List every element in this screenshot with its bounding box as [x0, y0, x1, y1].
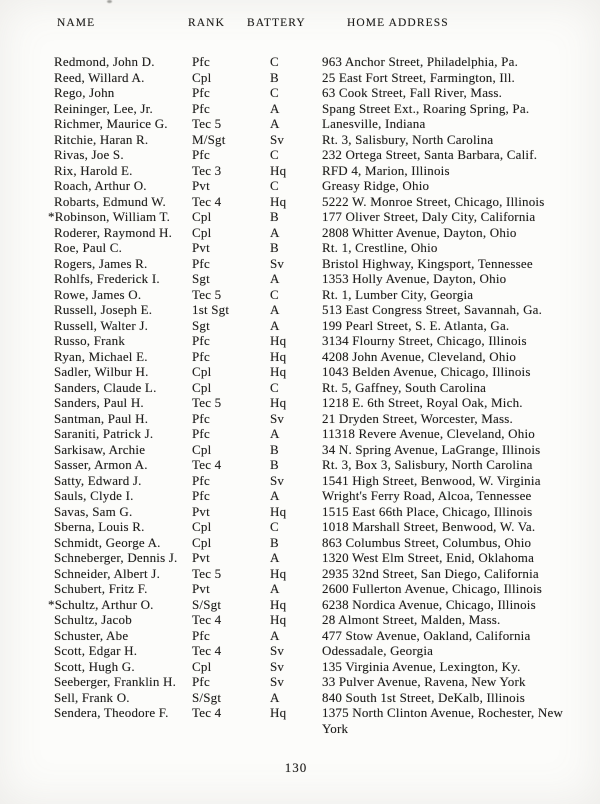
cell-name: Rohlfs, Frederick I. — [54, 271, 160, 286]
cell-address: 5222 W. Monroe Street, Chicago, Illinois — [322, 193, 545, 209]
cell-battery: Hq — [270, 193, 287, 209]
cell-rank: Pfc — [192, 472, 210, 488]
cell-battery: A — [270, 627, 280, 643]
cell-rank: Pfc — [192, 348, 210, 364]
cell-address: 513 East Congress Street, Savannah, Ga. — [322, 302, 543, 317]
table-row — [0, 597, 600, 613]
cell-battery: A — [270, 116, 280, 131]
roster-rows — [0, 54, 600, 736]
cell-address: Rt. 1, Crestline, Ohio — [322, 240, 438, 255]
cell-battery: A — [270, 581, 280, 596]
cell-address: Odessadale, Georgia — [322, 643, 434, 658]
column-header-address: HOME ADDRESS — [347, 17, 449, 29]
cell-name: Rowe, James O. — [54, 286, 142, 302]
cell-address: Bristol Highway, Kingsport, Tennessee — [322, 255, 533, 271]
cell-name: Robarts, Edmund W. — [54, 193, 166, 209]
column-header-rank: RANK — [188, 17, 225, 29]
cell-rank: M/Sgt — [192, 131, 226, 147]
scan-speck — [107, 0, 112, 3]
cell-name: Russo, Frank — [54, 333, 126, 348]
cell-rank: Tec 5 — [192, 116, 222, 131]
table-row — [0, 519, 600, 535]
table-row — [0, 628, 600, 644]
cell-address: 33 Pulver Avenue, Ravena, New York — [322, 674, 526, 689]
table-row — [0, 395, 600, 411]
cell-rank: S/Sgt — [192, 596, 222, 612]
table-row — [0, 333, 600, 349]
cell-rank: Pfc — [192, 85, 210, 100]
cell-address: 2600 Fullerton Avenue, Chicago, Illinois — [322, 581, 543, 596]
cell-battery: A — [270, 271, 280, 286]
cell-rank: Pfc — [192, 488, 210, 503]
table-row — [0, 643, 600, 659]
cell-battery: Hq — [270, 503, 287, 519]
cell-rank: Cpl — [192, 519, 212, 534]
cell-rank: Cpl — [192, 224, 212, 240]
cell-battery: A — [270, 100, 280, 116]
table-row — [0, 612, 600, 628]
cell-battery: Hq — [270, 565, 287, 581]
table-row — [0, 457, 600, 473]
table-header — [0, 17, 600, 31]
cell-battery: C — [270, 519, 279, 534]
cell-battery: Sv — [270, 658, 285, 674]
cell-battery: Hq — [270, 705, 287, 720]
table-row — [0, 705, 600, 736]
cell-battery: B — [270, 69, 279, 85]
cell-address: Rt. 3, Box 3, Salisbury, North Carolina — [322, 457, 533, 472]
cell-battery: Hq — [270, 364, 287, 379]
cell-battery: A — [270, 550, 280, 565]
column-header-name: NAME — [57, 17, 96, 29]
cell-rank: Pfc — [192, 674, 210, 689]
cell-address: 25 East Fort Street, Farmington, Ill. — [322, 69, 515, 85]
cell-address: 1353 Holly Avenue, Dayton, Ohio — [322, 271, 507, 286]
table-row — [0, 504, 600, 520]
cell-address: 6238 Nordica Avenue, Chicago, Illinois — [322, 596, 536, 612]
table-row — [0, 550, 600, 566]
cell-name: Reininger, Lee, Jr. — [54, 100, 153, 116]
table-row — [0, 287, 600, 303]
cell-rank: Pfc — [192, 54, 210, 69]
cell-address: 2935 32nd Street, San Diego, California — [322, 565, 539, 581]
cell-name: Richmer, Maurice G. — [54, 116, 168, 131]
table-row — [0, 147, 600, 163]
cell-name: Sauls, Clyde I. — [54, 488, 134, 503]
cell-name: Satty, Edward J. — [54, 472, 142, 488]
cell-address: 4208 John Avenue, Cleveland, Ohio — [322, 348, 517, 364]
cell-rank: Cpl — [192, 658, 212, 674]
table-row — [0, 535, 600, 551]
cell-rank: Tec 3 — [192, 162, 222, 178]
cell-rank: Cpl — [192, 534, 212, 550]
cell-rank: Pfc — [192, 410, 210, 426]
table-row — [0, 302, 600, 318]
cell-name: Sanders, Claude L. — [54, 379, 157, 395]
cell-name: Schmidt, George A. — [54, 534, 161, 550]
cell-name: Schultz, Jacob — [54, 612, 132, 627]
cell-rank: Cpl — [192, 209, 212, 224]
cell-rank: Tec 5 — [192, 395, 222, 410]
cell-address: 1375 North Clinton Avenue, Rochester, New York — [322, 705, 564, 736]
cell-rank: Tec 5 — [192, 286, 222, 302]
cell-rank: Cpl — [192, 69, 212, 85]
cell-battery: B — [270, 441, 279, 457]
cell-name: Roach, Arthur O. — [54, 178, 147, 193]
cell-name: Sarkisaw, Archie — [54, 441, 146, 457]
cell-address: 1515 East 66th Place, Chicago, Illinois — [322, 503, 533, 519]
cell-address: Rt. 1, Lumber City, Georgia — [322, 286, 474, 302]
cell-name: Reed, Willard A. — [54, 69, 145, 85]
cell-rank: Pfc — [192, 100, 210, 116]
cell-address: Rt. 5, Gaffney, South Carolina — [322, 379, 487, 395]
cell-battery: Hq — [270, 395, 287, 410]
table-row — [0, 225, 600, 241]
cell-battery: B — [270, 534, 279, 550]
cell-battery: A — [270, 426, 280, 441]
table-row — [0, 101, 600, 117]
page-number: 130 — [284, 760, 308, 775]
cell-name: Roderer, Raymond H. — [54, 224, 173, 240]
table-row — [0, 442, 600, 458]
cell-battery: A — [270, 488, 280, 503]
cell-address: 963 Anchor Street, Philadelphia, Pa. — [322, 54, 519, 69]
cell-address: 135 Virginia Avenue, Lexington, Ky. — [322, 658, 521, 674]
cell-address: 34 N. Spring Avenue, LaGrange, Illinois — [322, 441, 541, 457]
cell-rank: Pvt — [192, 178, 210, 193]
cell-rank: Sgt — [192, 271, 210, 286]
cell-battery: Hq — [270, 348, 287, 364]
cell-battery: C — [270, 379, 279, 395]
table-row — [0, 488, 600, 504]
cell-address: 477 Stow Avenue, Oakland, California — [322, 627, 531, 643]
table-row — [0, 54, 600, 70]
cell-address: 863 Columbus Street, Columbus, Ohio — [322, 534, 532, 550]
table-row — [0, 163, 600, 179]
cell-battery: C — [270, 147, 279, 162]
cell-name: Sell, Frank O. — [54, 689, 130, 705]
cell-rank: Tec 5 — [192, 565, 222, 581]
table-row — [0, 240, 600, 256]
cell-rank: Tec 4 — [192, 612, 222, 627]
table-row — [0, 178, 600, 194]
table-row — [0, 364, 600, 380]
table-row — [0, 194, 600, 210]
cell-address: 840 South 1st Street, DeKalb, Illinois — [322, 689, 525, 705]
cell-address: 3134 Flourny Street, Chicago, Illinois — [322, 333, 527, 348]
cell-rank: Cpl — [192, 379, 212, 395]
cell-name: *Robinson, William T. — [48, 209, 171, 224]
cell-battery: Hq — [270, 333, 287, 348]
cell-rank: 1st Sgt — [192, 302, 230, 317]
cell-name: Sadler, Wilbur H. — [54, 364, 149, 379]
cell-address: Wright's Ferry Road, Alcoa, Tennessee — [322, 488, 532, 503]
cell-rank: Tec 4 — [192, 643, 222, 658]
cell-address: 2808 Whitter Avenue, Dayton, Ohio — [322, 224, 517, 240]
table-row — [0, 659, 600, 675]
table-row — [0, 209, 600, 225]
cell-address: 232 Ortega Street, Santa Barbara, Calif. — [322, 147, 538, 162]
cell-rank: Sgt — [192, 317, 210, 333]
cell-rank: Pvt — [192, 240, 210, 255]
cell-battery: Hq — [270, 162, 287, 178]
cell-name: Sberna, Louis R. — [54, 519, 145, 534]
cell-rank: Pvt — [192, 550, 210, 565]
cell-address: 1043 Belden Avenue, Chicago, Illinois — [322, 364, 531, 379]
cell-battery: A — [270, 317, 280, 333]
cell-name: Redmond, John D. — [54, 54, 155, 69]
cell-address: Greasy Ridge, Ohio — [322, 178, 430, 193]
cell-battery: B — [270, 457, 279, 472]
cell-address: 199 Pearl Street, S. E. Atlanta, Ga. — [322, 317, 510, 333]
table-row — [0, 271, 600, 287]
table-row — [0, 473, 600, 489]
table-row — [0, 566, 600, 582]
cell-name: Russell, Walter J. — [54, 317, 149, 333]
cell-battery: A — [270, 224, 280, 240]
table-row — [0, 85, 600, 101]
cell-battery: Sv — [270, 643, 285, 658]
cell-address: 1218 E. 6th Street, Royal Oak, Mich. — [322, 395, 523, 410]
cell-battery: A — [270, 689, 280, 705]
table-row — [0, 116, 600, 132]
cell-name: Ritchie, Haran R. — [54, 131, 149, 147]
cell-battery: Hq — [270, 596, 287, 612]
table-row — [0, 256, 600, 272]
cell-rank: Pvt — [192, 503, 210, 519]
cell-name: Rogers, James R. — [54, 255, 148, 271]
cell-address: 1541 High Street, Benwood, W. Virginia — [322, 472, 541, 488]
table-row — [0, 132, 600, 148]
cell-name: Schuster, Abe — [54, 627, 129, 643]
cell-address: Spang Street Ext., Roaring Spring, Pa. — [322, 100, 530, 116]
cell-address: 11318 Revere Avenue, Cleveland, Ohio — [322, 426, 535, 441]
cell-battery: C — [270, 54, 279, 69]
cell-battery: B — [270, 240, 279, 255]
cell-battery: Hq — [270, 612, 287, 627]
cell-name: Savas, Sam G. — [54, 503, 133, 519]
cell-name: Scott, Edgar H. — [54, 643, 138, 658]
cell-battery: A — [270, 302, 280, 317]
table-row — [0, 690, 600, 706]
cell-battery: Sv — [270, 255, 285, 271]
cell-address: Rt. 3, Salisbury, North Carolina — [322, 131, 494, 147]
cell-name: *Schultz, Arthur O. — [48, 596, 154, 612]
cell-rank: Pfc — [192, 627, 210, 643]
cell-battery: C — [270, 85, 279, 100]
cell-name: Santman, Paul H. — [54, 410, 149, 426]
table-row — [0, 318, 600, 334]
cell-name: Sanders, Paul H. — [54, 395, 144, 410]
table-row — [0, 380, 600, 396]
cell-rank: Pfc — [192, 147, 210, 162]
cell-battery: C — [270, 286, 279, 302]
cell-name: Saraniti, Patrick J. — [54, 426, 154, 441]
cell-name: Schubert, Fritz F. — [54, 581, 148, 596]
cell-rank: Tec 4 — [192, 457, 222, 472]
cell-rank: Pvt — [192, 581, 210, 596]
cell-address: 63 Cook Street, Fall River, Mass. — [322, 85, 503, 100]
cell-name: Roe, Paul C. — [54, 240, 123, 255]
cell-battery: Sv — [270, 131, 285, 147]
column-header-battery: BATTERY — [247, 17, 306, 29]
cell-rank: Cpl — [192, 364, 212, 379]
cell-rank: Tec 4 — [192, 705, 222, 720]
cell-name: Seeberger, Franklin H. — [54, 674, 177, 689]
cell-name: Sasser, Armon A. — [54, 457, 148, 472]
cell-name: Rivas, Joe S. — [54, 147, 124, 162]
cell-address: RFD 4, Marion, Illinois — [322, 162, 450, 178]
table-row — [0, 581, 600, 597]
cell-rank: Pfc — [192, 426, 210, 441]
cell-battery: C — [270, 178, 279, 193]
cell-rank: Pfc — [192, 333, 210, 348]
cell-address: 21 Dryden Street, Worcester, Mass. — [322, 410, 513, 426]
table-row — [0, 426, 600, 442]
cell-name: Sendera, Theodore F. — [54, 705, 169, 720]
cell-address: 28 Almont Street, Malden, Mass. — [322, 612, 501, 627]
cell-rank: S/Sgt — [192, 689, 222, 705]
cell-battery: B — [270, 209, 279, 224]
cell-name: Scott, Hugh G. — [54, 658, 135, 674]
cell-name: Ryan, Michael E. — [54, 348, 148, 364]
cell-rank: Pfc — [192, 255, 210, 271]
cell-address: 1320 West Elm Street, Enid, Oklahoma — [322, 550, 535, 565]
cell-name: Schneider, Albert J. — [54, 565, 161, 581]
cell-rank: Cpl — [192, 441, 212, 457]
cell-battery: Sv — [270, 410, 285, 426]
table-row — [0, 674, 600, 690]
table-row — [0, 411, 600, 427]
cell-address: 177 Oliver Street, Daly City, California — [322, 209, 536, 224]
cell-address: Lanesville, Indiana — [322, 116, 426, 131]
cell-name: Rego, John — [54, 85, 115, 100]
table-row — [0, 349, 600, 365]
cell-battery: Sv — [270, 674, 285, 689]
cell-name: Rix, Harold E. — [54, 162, 133, 178]
table-row — [0, 70, 600, 86]
cell-battery: Sv — [270, 472, 285, 488]
cell-name: Russell, Joseph E. — [54, 302, 153, 317]
cell-name: Schneberger, Dennis J. — [54, 550, 178, 565]
cell-address: 1018 Marshall Street, Benwood, W. Va. — [322, 519, 536, 534]
cell-rank: Tec 4 — [192, 193, 222, 209]
